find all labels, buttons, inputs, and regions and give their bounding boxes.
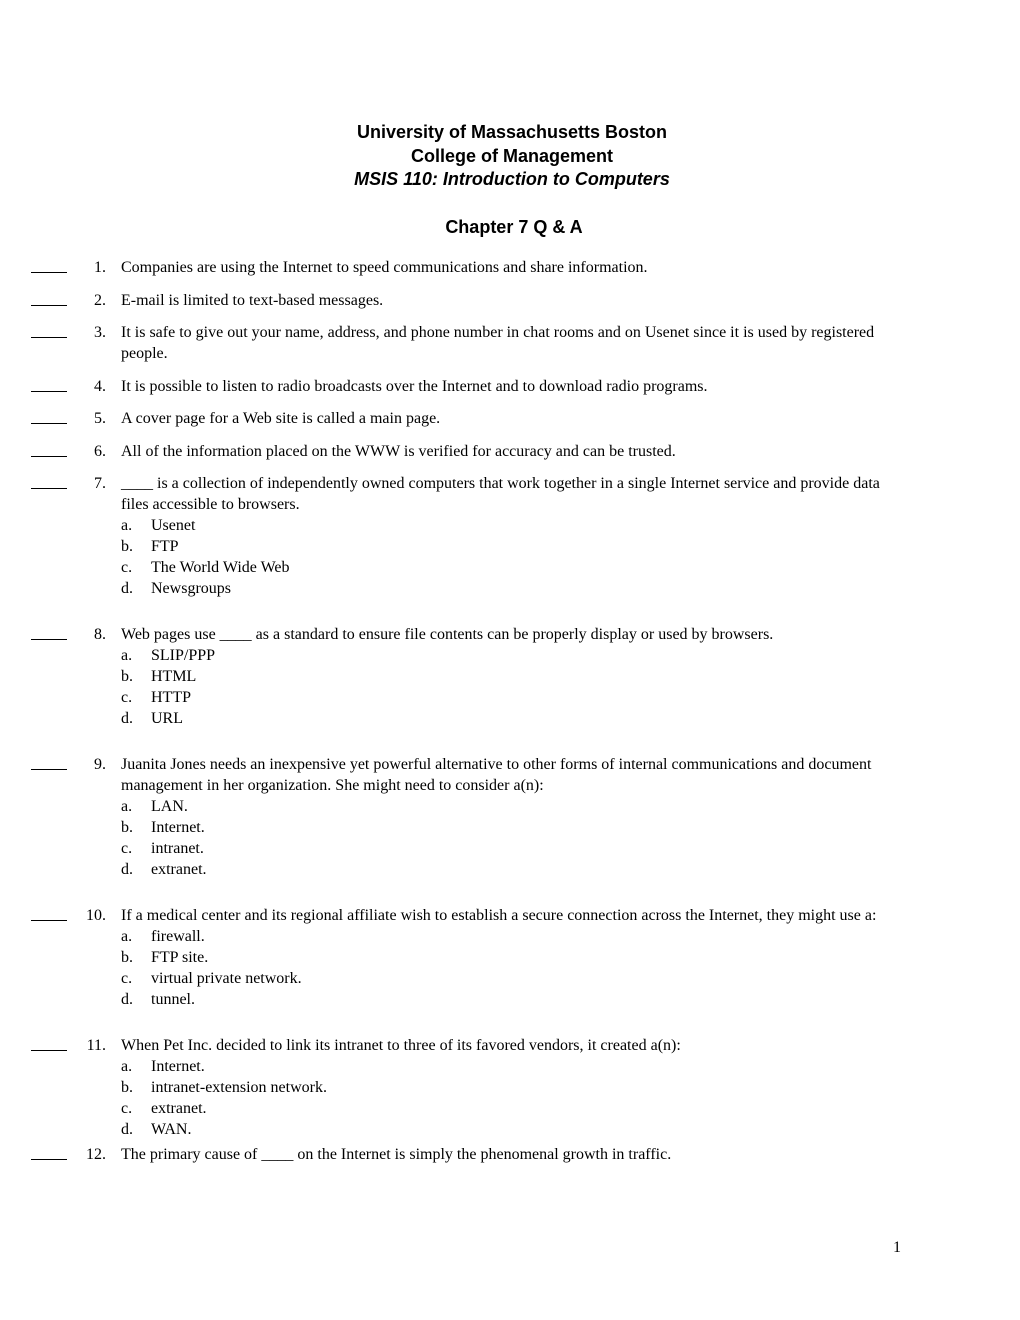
option-b: b. intranet-extension network. bbox=[121, 1079, 327, 1096]
question-text: Web pages use ____ as a standard to ensure file contents can be properly display or used by browsers. bbox=[121, 626, 774, 643]
question-number: 12. bbox=[86, 1146, 106, 1163]
option-d: d. extranet. bbox=[121, 861, 207, 878]
option-d: d. URL bbox=[121, 710, 183, 727]
option-a: a. LAN. bbox=[121, 798, 188, 815]
question-text: ____ is a collection of independently owned computers that work together in a single Internet service and provide data files accessible to browsers. bbox=[121, 475, 880, 513]
question-text: It is safe to give out your name, address, and phone number in chat rooms and on Usenet since it is used by registered people. bbox=[121, 324, 875, 362]
course-title: MSIS 110: Introduction to Computers bbox=[354, 169, 670, 189]
question-10 bbox=[0, 905, 1020, 1010]
question-text: A cover page for a Web site is called a main page. bbox=[121, 410, 441, 427]
question-text: If a medical center and its regional affiliate wish to establish a secure connection across the Internet, they might use a: bbox=[121, 907, 877, 924]
option-d: d. tunnel. bbox=[121, 991, 195, 1008]
question-number: 5. bbox=[94, 410, 106, 427]
page-number: 1 bbox=[893, 1239, 901, 1256]
option-c: c. virtual private network. bbox=[121, 970, 302, 987]
question-12 bbox=[0, 1144, 1020, 1165]
question-number: 2. bbox=[94, 291, 106, 309]
question-number: 10. bbox=[86, 907, 106, 924]
question-number: 1. bbox=[94, 259, 106, 276]
question-7 bbox=[0, 473, 1020, 599]
option-b: b. HTML bbox=[121, 668, 197, 685]
university-name: University of Massachusetts Boston bbox=[356, 122, 668, 142]
option-c: c. The World Wide Web bbox=[121, 559, 290, 576]
question-9 bbox=[0, 754, 1020, 880]
question-text: E-mail is limited to text-based messages. bbox=[121, 291, 384, 309]
question-11 bbox=[0, 1035, 1020, 1140]
answer-options bbox=[121, 645, 1020, 729]
option-a: a. firewall. bbox=[121, 928, 205, 945]
question-number: 4. bbox=[94, 377, 106, 395]
option-a: a. SLIP/PPP bbox=[121, 647, 216, 664]
question-text: The primary cause of ____ on the Internet is simply the phenomenal growth in traffic. bbox=[121, 1146, 672, 1163]
answer-options bbox=[121, 1056, 1020, 1140]
question-5 bbox=[0, 408, 1020, 429]
option-b: b. Internet. bbox=[121, 819, 205, 836]
question-text: Juanita Jones needs an inexpensive yet powerful alternative to other forms of internal communications and document management in her organization. She might need to consider a(n): bbox=[121, 756, 872, 794]
option-a: a. Usenet bbox=[121, 517, 196, 534]
option-d: d. Newsgroups bbox=[121, 580, 231, 597]
option-a: a. Internet. bbox=[121, 1058, 205, 1075]
question-6 bbox=[0, 441, 1020, 462]
college-name: College of Management bbox=[410, 145, 614, 166]
question-number: 9. bbox=[94, 756, 106, 773]
question-2 bbox=[0, 290, 1020, 311]
option-c: c. intranet. bbox=[121, 840, 204, 857]
option-c: c. HTTP bbox=[121, 689, 191, 706]
question-number: 3. bbox=[94, 324, 106, 341]
question-8 bbox=[0, 624, 1020, 729]
question-number: 11. bbox=[86, 1037, 106, 1054]
document-header bbox=[0, 121, 1020, 239]
question-1 bbox=[0, 257, 1020, 278]
option-c: c. extranet. bbox=[121, 1100, 207, 1117]
question-4 bbox=[0, 376, 1020, 397]
question-text: It is possible to listen to radio broadcasts over the Internet and to download radio programs. bbox=[121, 377, 708, 395]
question-number: 6. bbox=[94, 442, 106, 460]
question-number: 8. bbox=[94, 626, 106, 643]
answer-options bbox=[121, 796, 1020, 880]
option-b: b. FTP bbox=[121, 538, 179, 555]
answer-options bbox=[121, 515, 1020, 599]
answer-options bbox=[121, 926, 1020, 1010]
question-3 bbox=[0, 322, 1020, 364]
question-text: When Pet Inc. decided to link its intranet to three of its favored vendors, it created a(n): bbox=[121, 1037, 681, 1054]
question-text: Companies are using the Internet to speed communications and share information. bbox=[121, 259, 648, 276]
question-list bbox=[0, 257, 1020, 1177]
question-text: All of the information placed on the WWW is verified for accuracy and can be trusted. bbox=[121, 442, 676, 460]
chapter-title: Chapter 7 Q & A bbox=[445, 216, 583, 237]
option-d: d. WAN. bbox=[121, 1121, 192, 1138]
option-b: b. FTP site. bbox=[121, 949, 209, 966]
question-number: 7. bbox=[94, 475, 106, 492]
